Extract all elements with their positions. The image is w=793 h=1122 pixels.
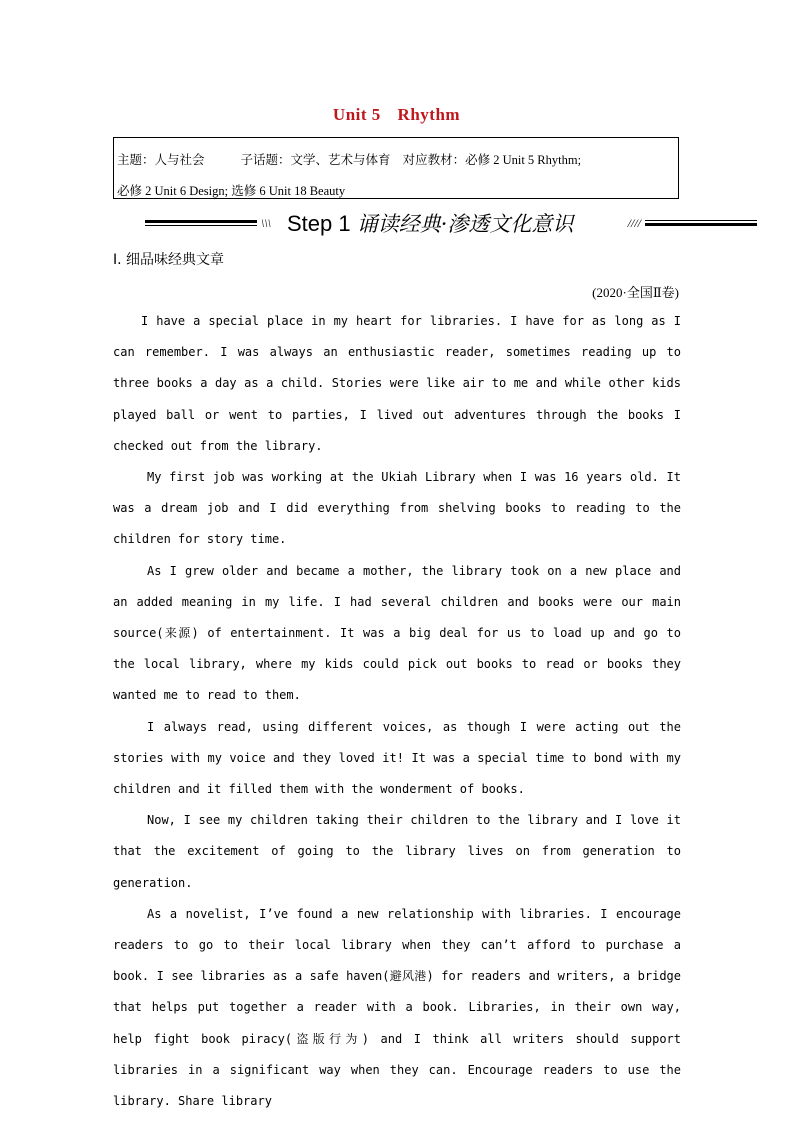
subtopic-label: 子话题： [240, 153, 291, 167]
unit-number: Unit 5 [332, 105, 381, 124]
paragraph: I have a special place in my heart for libraries. I have for as long as I can remember. I was always an enthusiastic reader, sometimes reading up to three books a day as a child. Stories were like air to me and while other kids played ball or went to parties, I lived out adventures through the books I checked out from the library. [113, 314, 681, 453]
topic-info-box [113, 137, 679, 199]
paragraph: My first job was working at the Ukiah Library when I was 16 years old. It was a dream job and I did everything from shelving books to reading to the children for story time. [113, 470, 681, 547]
step-subtitle: 诵读经典·渗透文化意识 [356, 212, 574, 236]
divider-right [645, 220, 757, 226]
source-citation: (2020·全国Ⅱ卷) [592, 285, 679, 300]
paragraph: Now, I see my children taking their children to the library and I love it that the excitement of going to the library lives on from generation to generation. [113, 813, 681, 890]
textbook-line1: 必修 2 Unit 5 Rhythm; [465, 153, 582, 167]
textbook-label: 对应教材： [402, 153, 466, 167]
step-title [287, 208, 573, 238]
article-body [113, 306, 681, 1117]
textbook-line2: 必修 2 Unit 6 Design; 选修 6 Unit 18 Beauty [117, 184, 346, 198]
theme-label: 主题： [117, 153, 155, 167]
step-header [145, 208, 757, 238]
slash-marks-right: //// [627, 216, 641, 230]
step-label: Step 1 [287, 211, 351, 236]
unit-title [0, 105, 793, 125]
slash-marks-left: \\\ [261, 216, 272, 230]
subtopic-value: 文学、艺术与体育 [290, 153, 391, 167]
theme-value: 人与社会 [154, 153, 205, 167]
section-heading: Ⅰ. 细品味经典文章 [113, 252, 225, 268]
paragraph: I always read, using different voices, as though I were acting out the stories with my voice and they loved it! It was a special time to bond with my children and it filled them with the wonderment of books. [113, 719, 681, 797]
divider-left [145, 220, 257, 226]
paragraph: As I grew older and became a mother, the library took on a new place and an added meaning in my life. I had several children and books were our main source(来源) of entertainment. It was a big deal for us to load up and go to the local library, where my kids could pick out books to read or books they wanted me to read to them. [113, 563, 681, 703]
unit-name: Rhythm [397, 105, 461, 124]
paragraph: As a novelist, I’ve found a new relationship with libraries. I encourage readers to go to their local library when they can’t afford to purchase a book. I see libraries as a safe haven(避风港) for readers and writers, a bridge that helps put together a reader with a book. Libraries, in their own way, help fight book piracy(盗版行为) and I think all writers should support libraries in a significant way when they can. Encourage readers to use the library. Share library [113, 906, 681, 1109]
